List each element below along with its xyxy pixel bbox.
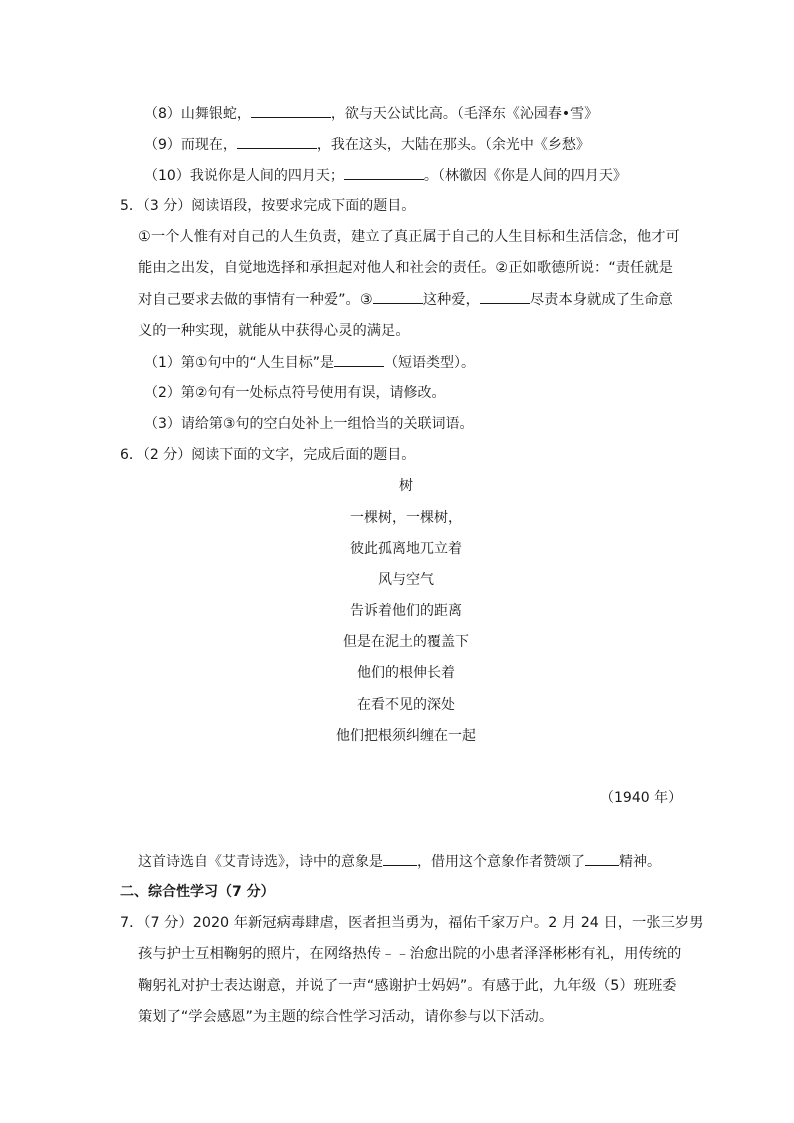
q6-header: 6．（2 分）阅读下面的文字，完成后面的题目。 bbox=[120, 447, 416, 463]
q5-subquestion-2: （2）第②句有一处标点符号使用有误，请修改。 bbox=[144, 385, 446, 401]
q5-text: 对自己要求去做的事情有一种爱”。③ bbox=[138, 292, 373, 308]
item-text-before: 山舞银蛇， bbox=[180, 106, 251, 122]
q5-subquestion-1 bbox=[144, 352, 475, 373]
poem-line: 他们把根须纠缠在一起 bbox=[336, 728, 476, 744]
q6-question bbox=[138, 851, 661, 872]
item-text-after: ，我在这头，大陆在那头。（余光中《乡愁》 bbox=[316, 137, 590, 153]
item-text-before: 我说你是人间的四月天； bbox=[189, 168, 344, 184]
q6-text: 精神。 bbox=[619, 854, 661, 870]
q7-line-4: 策划了“学会感恩”为主题的综合性学习活动，请你参与以下活动。 bbox=[138, 1009, 554, 1025]
q5-text: （1）第①句中的“人生目标”是 bbox=[144, 355, 334, 371]
answer-blank[interactable] bbox=[373, 289, 423, 304]
poem-line: 风与空气 bbox=[378, 572, 434, 588]
answer-blank[interactable] bbox=[585, 851, 619, 866]
answer-blank[interactable] bbox=[344, 165, 424, 180]
q5-text: （短语类型）。 bbox=[383, 355, 475, 371]
answer-blank[interactable] bbox=[383, 851, 417, 866]
item-text-after: ，欲与天公试比高。（毛泽东《沁园春•雪》 bbox=[330, 106, 599, 122]
fill-in-item-9 bbox=[144, 134, 590, 155]
item-text-after: 。（林徽因《你是人间的四月天》 bbox=[423, 168, 627, 184]
item-text-before: 而现在， bbox=[180, 137, 237, 153]
q5-paragraph-line-3 bbox=[138, 289, 673, 310]
q6-text: ，借用这个意象作者赞颂了 bbox=[417, 854, 585, 870]
section-title: 二、综合性学习（7 分） bbox=[120, 884, 275, 900]
poem-year: （1940 年） bbox=[600, 790, 683, 806]
q7-line-2: 孩与护士互相鞠躬的照片，在网络热传﹣﹣治愈出院的小患者泽泽彬彬有礼，用传统的 bbox=[138, 946, 682, 962]
poem-line: 他们的根伸长着 bbox=[357, 665, 455, 681]
q5-text: 这种爱， bbox=[422, 292, 480, 308]
q5-paragraph-line-2: 能由之出发，自觉地选择和承担起对他人和社会的责任。②正如歌德所说：“责任就是 bbox=[138, 260, 673, 276]
fill-in-item-10 bbox=[144, 165, 627, 186]
answer-blank[interactable] bbox=[334, 352, 384, 367]
q6-text: 这首诗选自《艾青诗选》，诗中的意象是 bbox=[138, 854, 383, 870]
q7-line-3: 鞠躬礼对护士表达谢意，并说了一声“感谢护士妈妈”。有感于此，九年级（5）班班委 bbox=[138, 978, 677, 994]
answer-blank[interactable] bbox=[237, 134, 317, 149]
fill-in-item-8 bbox=[144, 103, 598, 124]
item-number: （9） bbox=[144, 137, 181, 153]
poem-line: 彼此孤离地兀立着 bbox=[350, 541, 462, 557]
poem-title: 树 bbox=[399, 478, 413, 494]
poem-line: 告诉着他们的距离 bbox=[350, 603, 462, 619]
poem-line: 在看不见的深处 bbox=[357, 697, 455, 713]
q5-text: 尽责本身就成了生命意 bbox=[529, 292, 673, 308]
q5-subquestion-3: （3）请给第③句的空白处补上一组恰当的关联词语。 bbox=[144, 416, 474, 432]
item-number: （8） bbox=[144, 106, 181, 122]
poem-line: 但是在泥土的覆盖下 bbox=[343, 634, 469, 650]
item-number: （10） bbox=[144, 168, 190, 184]
poem-line: 一棵树，一棵树， bbox=[350, 510, 462, 526]
answer-blank[interactable] bbox=[251, 103, 331, 118]
q7-line-1: 7．（7 分）2020 年新冠病毒肆虐，医者担当勇为，福佑千家万户。2 月 24 日，一张三岁男 bbox=[120, 915, 704, 931]
q5-header: 5．（3 分）阅读语段，按要求完成下面的题目。 bbox=[120, 198, 416, 214]
answer-blank[interactable] bbox=[480, 289, 530, 304]
q5-paragraph-line-4: 义的一种实现，就能从中获得心灵的满足。 bbox=[138, 323, 410, 339]
q5-paragraph-line-1: ①一个人惟有对自己的人生负责，建立了真正属于自己的人生目标和生活信念，他才可 bbox=[138, 229, 680, 245]
